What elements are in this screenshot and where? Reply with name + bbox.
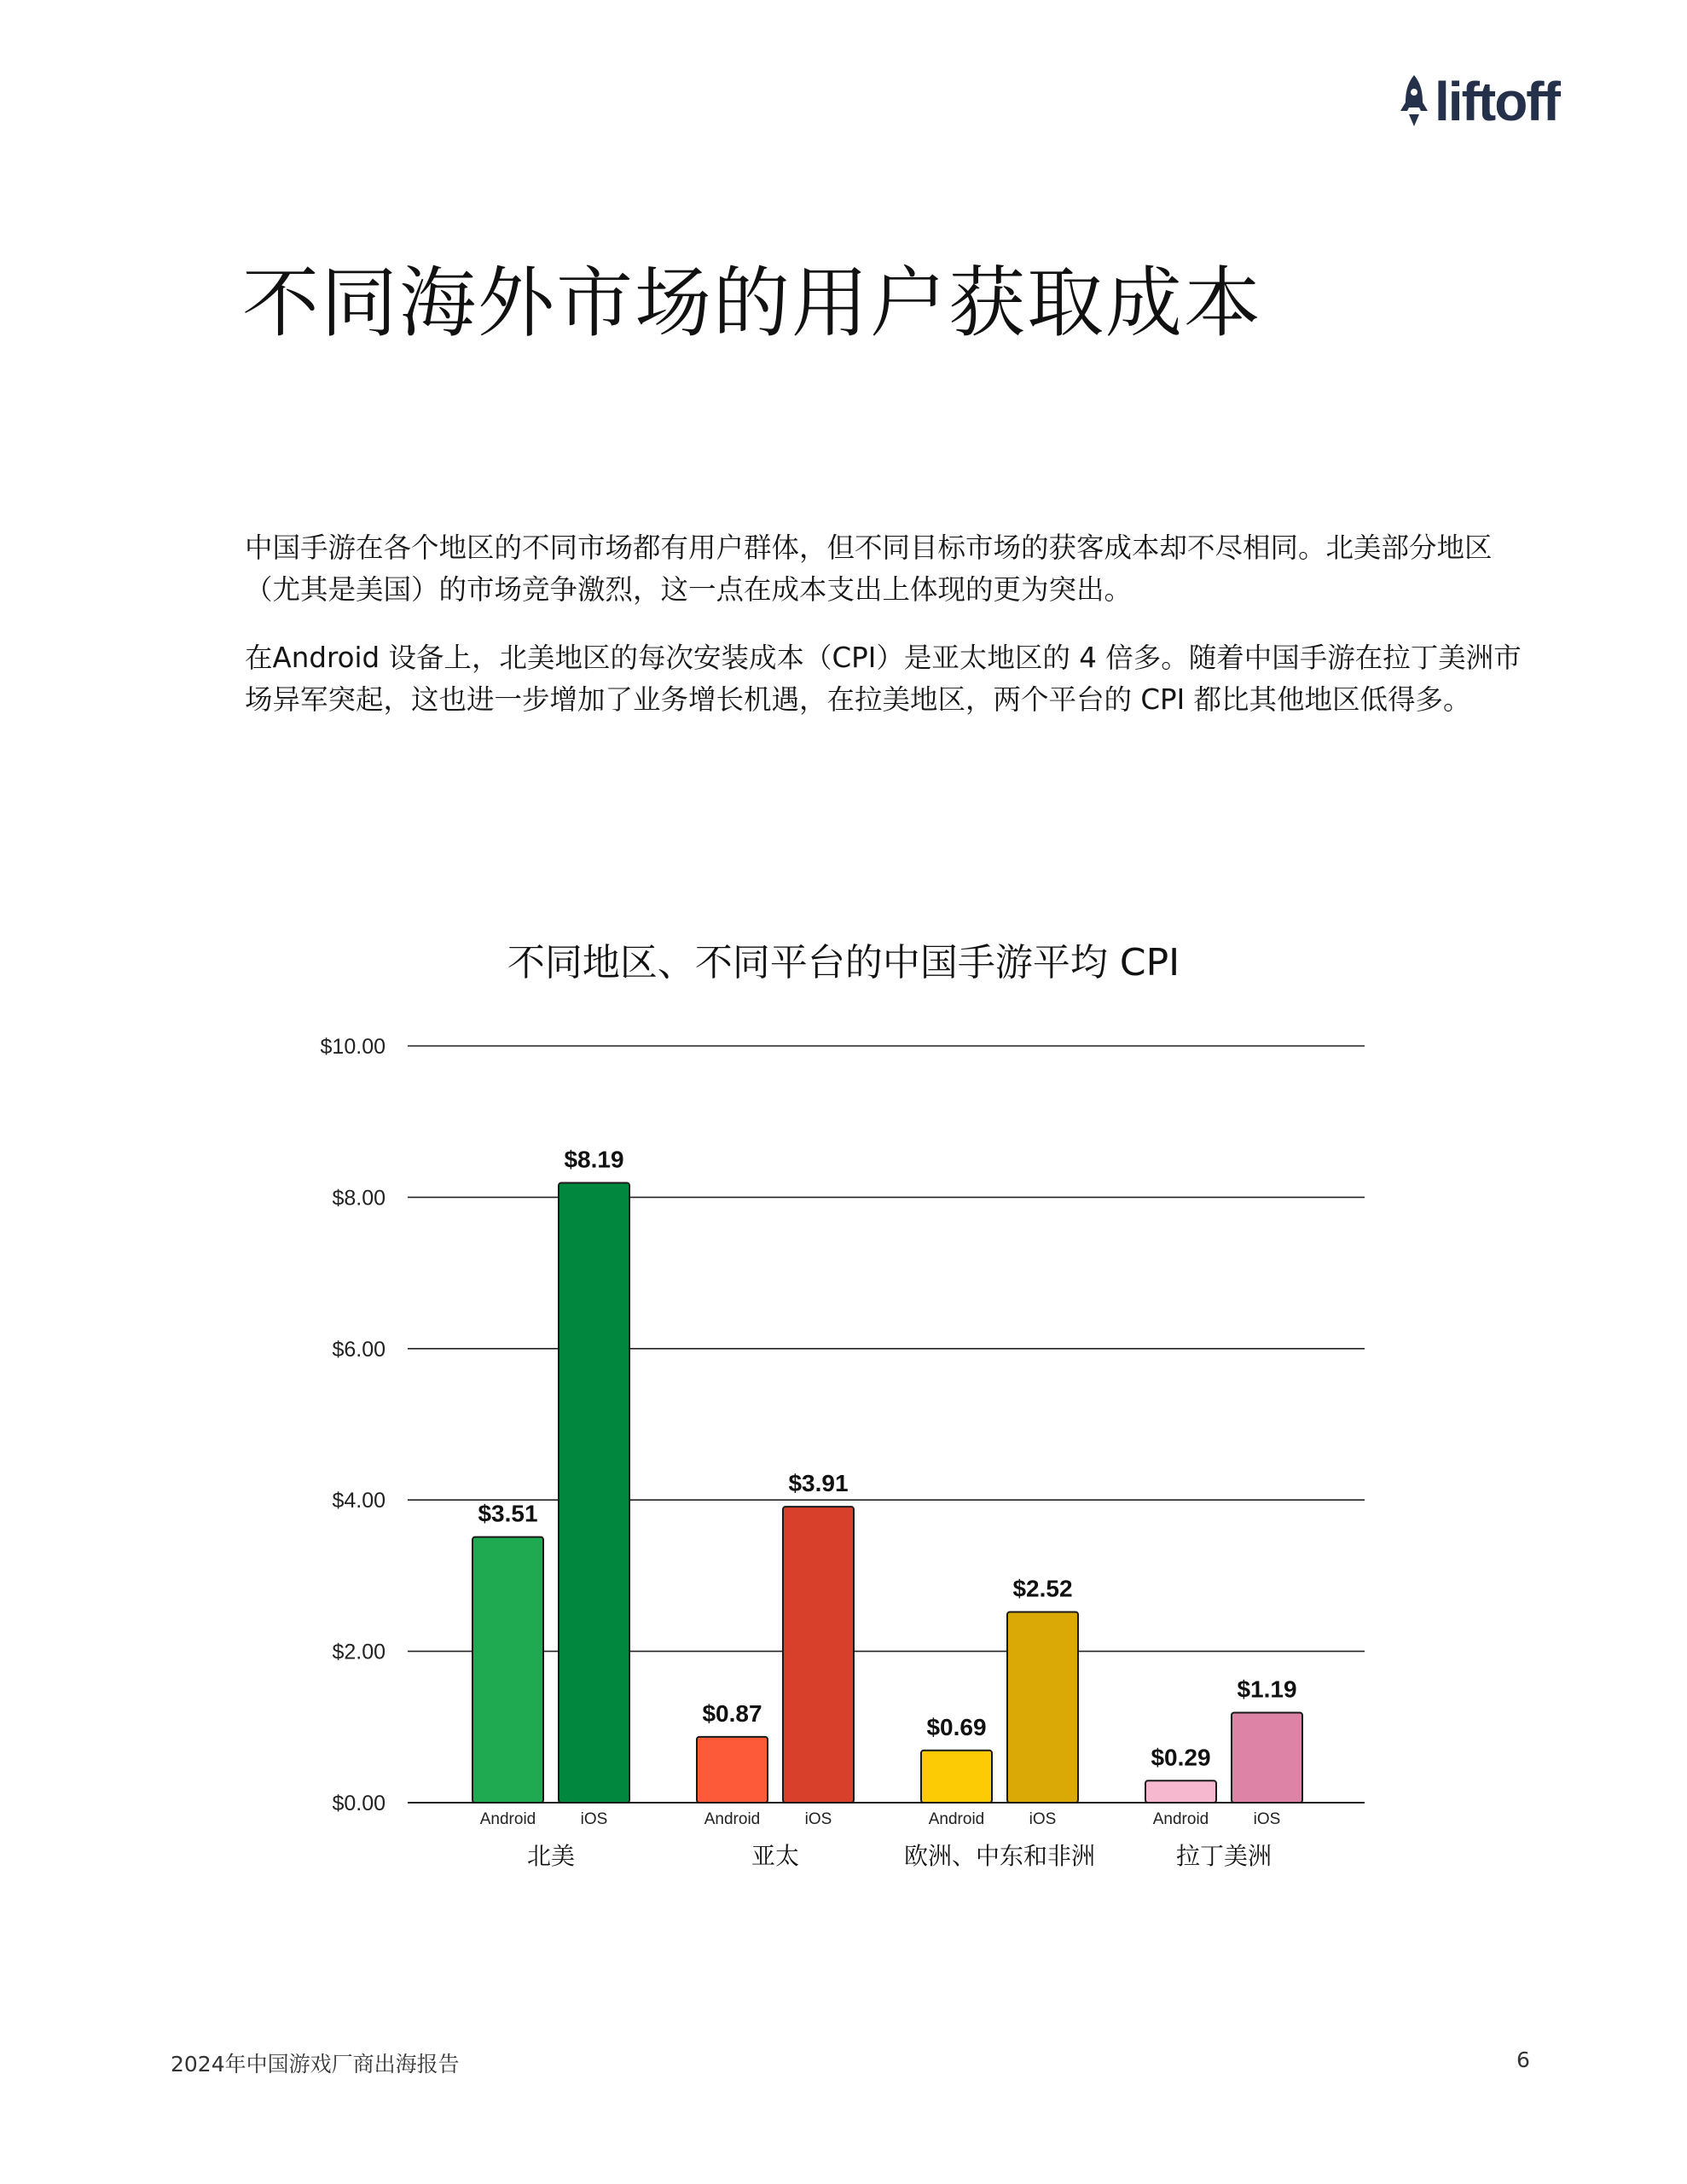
category-label: 欧洲、中东和非洲	[903, 1842, 1096, 1870]
bar-ios	[783, 1507, 854, 1803]
category-label: 北美	[526, 1842, 576, 1870]
rocket-icon	[1399, 73, 1429, 130]
y-tick-label: $6.00	[332, 1337, 386, 1362]
data-label: $0.87	[702, 1699, 762, 1727]
data-label: $1.19	[1237, 1676, 1297, 1703]
paragraph-1: 中国手游在各个地区的不同市场都有用户群体，但不同目标市场的获客成本却不尽相同。北美部分地区（尤其是美国）的市场竞争激烈，这一点在成本支出上体现的更为突出。	[245, 531, 1493, 606]
page-number: 6	[1516, 2048, 1530, 2072]
platform-label: iOS	[1029, 1810, 1057, 1828]
category-label: 拉丁美洲	[1175, 1842, 1272, 1870]
y-tick-label: $0.00	[332, 1792, 386, 1815]
platform-label: iOS	[1253, 1810, 1281, 1828]
logo-text: liftoff	[1435, 71, 1559, 132]
chart-title: 不同地区、不同平台的中国手游平均 CPI	[507, 941, 1180, 985]
paragraph-2: 在Android 设备上，北美地区的每次安装成本（CPI）是亚太地区的 4 倍多。随着中国手游在拉丁美洲市场异军突起，这也进一步增加了业务增长机遇，在拉美地区，两个平台的 CPI 都比其他地区低得多。	[245, 642, 1522, 716]
platform-label: Android	[928, 1810, 985, 1828]
data-label: $3.91	[788, 1470, 849, 1497]
data-label: $8.19	[564, 1146, 624, 1173]
category-label: 亚太	[751, 1842, 800, 1870]
bar-android	[472, 1537, 543, 1803]
bar-android	[921, 1751, 992, 1803]
footer-report-title: 2024年中国游戏厂商出海报告	[171, 2052, 460, 2077]
bar-android	[697, 1737, 768, 1803]
cpi-bar-chart	[0, 981, 1687, 1920]
data-label: $0.29	[1151, 1744, 1211, 1771]
platform-label: Android	[704, 1810, 761, 1828]
platform-label: iOS	[580, 1810, 608, 1828]
bar-android	[1145, 1780, 1216, 1803]
bar-ios	[1232, 1712, 1302, 1803]
bar-ios	[1007, 1612, 1078, 1803]
y-tick-label: $8.00	[332, 1186, 386, 1211]
bar-ios	[559, 1183, 629, 1803]
data-label: $2.52	[1012, 1575, 1073, 1602]
data-label: $3.51	[478, 1500, 538, 1527]
y-tick-label: $2.00	[332, 1640, 386, 1664]
platform-label: iOS	[804, 1810, 832, 1828]
page-title: 不同海外市场的用户获取成本	[242, 258, 1262, 348]
y-tick-label: $10.00	[320, 1035, 386, 1059]
platform-label: Android	[479, 1810, 536, 1828]
data-label: $0.69	[926, 1713, 987, 1740]
y-tick-label: $4.00	[332, 1489, 386, 1513]
platform-label: Android	[1152, 1810, 1209, 1828]
liftoff-logo	[1399, 73, 1559, 130]
